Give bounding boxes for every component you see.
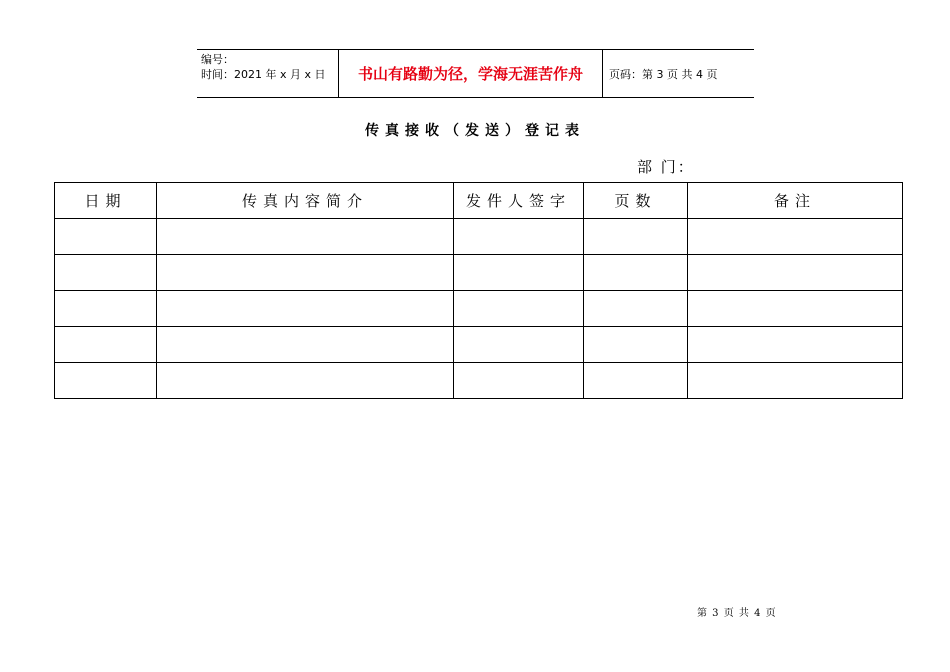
table-cell[interactable] <box>55 255 157 291</box>
table-cell[interactable] <box>584 255 688 291</box>
table-cell[interactable] <box>55 327 157 363</box>
table-cell[interactable] <box>157 363 454 399</box>
header-meta <box>201 52 337 82</box>
page-header <box>197 49 754 98</box>
department-label: 部 门： <box>637 158 695 176</box>
col-header-content: 传真内容简介 <box>157 183 454 219</box>
table-row <box>55 291 903 327</box>
col-header-date: 日期 <box>55 183 157 219</box>
page-footer: 第 3 页 共 4 页 <box>697 608 777 619</box>
table-cell[interactable] <box>157 291 454 327</box>
table-cell[interactable] <box>157 255 454 291</box>
table-row <box>55 363 903 399</box>
table-cell[interactable] <box>454 219 584 255</box>
table-cell[interactable] <box>584 219 688 255</box>
fax-register-table <box>54 182 903 399</box>
header-number-label: 编号： <box>201 53 234 66</box>
table-cell[interactable] <box>584 327 688 363</box>
table-cell[interactable] <box>454 255 584 291</box>
col-header-remarks: 备注 <box>688 183 903 219</box>
page-title: 传真接收（发送）登记表 <box>365 123 585 139</box>
table-cell[interactable] <box>584 363 688 399</box>
header-divider <box>602 50 603 97</box>
table-cell[interactable] <box>584 291 688 327</box>
header-time: 时间：2021 年 x 月 x 日 <box>201 68 326 81</box>
col-header-pages: 页数 <box>584 183 688 219</box>
header-page-code: 页码：第 3 页 共 4 页 <box>609 67 718 81</box>
table-cell[interactable] <box>688 291 903 327</box>
table-cell[interactable] <box>688 219 903 255</box>
table-cell[interactable] <box>688 327 903 363</box>
col-header-sender-signature: 发件人签字 <box>454 183 584 219</box>
table-cell[interactable] <box>55 219 157 255</box>
table-cell[interactable] <box>688 255 903 291</box>
table-header-row <box>55 183 903 219</box>
table-cell[interactable] <box>688 363 903 399</box>
table-cell[interactable] <box>157 327 454 363</box>
header-motto: 书山有路勤为径，学海无涯苦作舟 <box>357 65 583 83</box>
table-cell[interactable] <box>454 363 584 399</box>
table-row <box>55 219 903 255</box>
table-cell[interactable] <box>55 363 157 399</box>
table-row <box>55 255 903 291</box>
table-cell[interactable] <box>454 327 584 363</box>
table-cell[interactable] <box>454 291 584 327</box>
table-row <box>55 327 903 363</box>
table-cell[interactable] <box>157 219 454 255</box>
table-cell[interactable] <box>55 291 157 327</box>
